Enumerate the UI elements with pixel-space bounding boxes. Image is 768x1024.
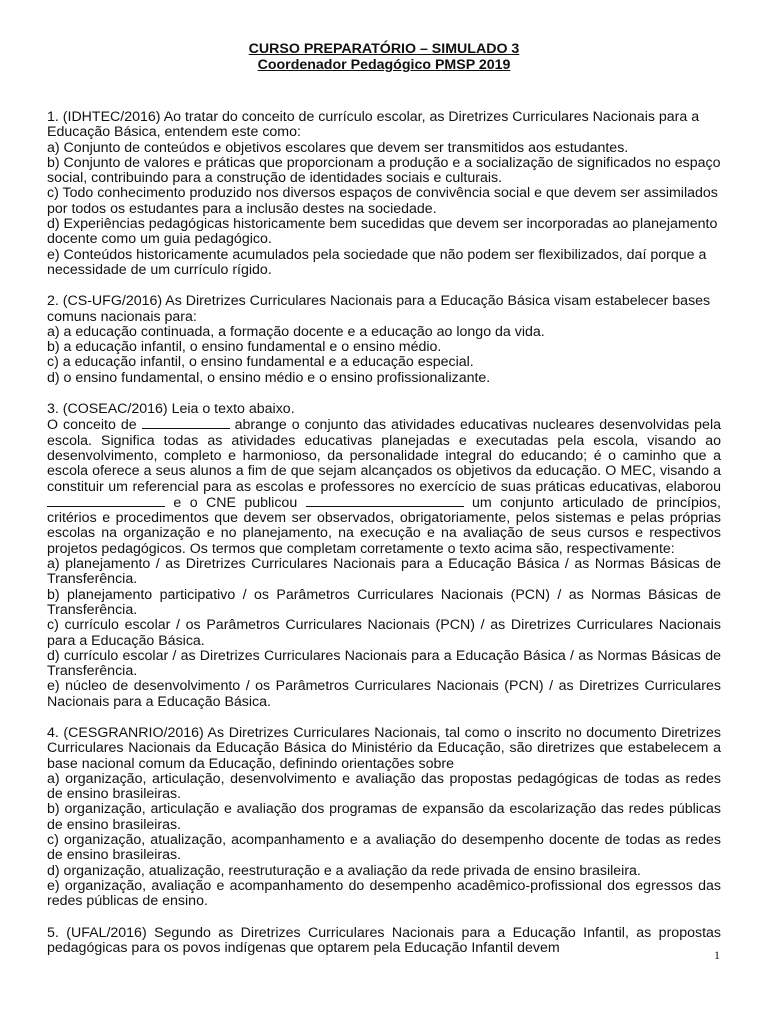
document-header (47, 41, 721, 73)
option-c: c) currículo escolar / os Parâmetros Curriculares Nacionais (PCN) / as Diretrizes Curriculares Nacionais para a Educação Básica. (47, 617, 721, 649)
option-d: d) o ensino fundamental, o ensino médio e o ensino profissionalizante. (47, 369, 491, 386)
fill-blank-1 (142, 417, 230, 429)
option-c: c) a educação infantil, o ensino fundamental e a educação especial. (47, 354, 474, 371)
option-b: b) Conjunto de valores e práticas que proporcionam a produção e a socialização de significados no espaço social, contribuindo para a construção de identidades sociais e culturais. (47, 154, 721, 187)
option-d: d) organização, atualização, reestruturação e a avaliação da rede privada de ensino brasileira. (47, 862, 641, 879)
question-stem: 1. (IDHTEC/2016) Ao tratar do conceito de currículo escolar, as Diretrizes Curriculares Nacionais para a Educação Básica, entendem este como: (47, 109, 700, 141)
question-text (47, 417, 721, 557)
option-a: a) a educação continuada, a formação docente e a educação ao longo da vida. (47, 323, 545, 340)
question-stem: 3. (COSEAC/2016) Leia o texto abaixo. (47, 401, 295, 418)
option-a: a) planejamento / as Diretrizes Curriculares Nacionais para a Educação Básica / as Normas Básicas de Transferência. (47, 556, 721, 588)
option-e: e) Conteúdos historicamente acumulados pela sociedade que não podem ser flexibilizados, daí porque a necessidade de um currículo rígido. (47, 246, 707, 278)
course-subtitle: Coordenador Pedagógico PMSP 2019 (257, 57, 511, 73)
question-stem: 5. (UFAL/2016) Segundo as Diretrizes Curriculares Nacionais para a Educação Infantil, as propostas pedagógicas para os povos indígenas que optarem pela Educação Infantil devem (47, 924, 721, 956)
text-part-3: e o CNE publicou (173, 494, 298, 511)
question-4 (47, 726, 721, 910)
question-3 (47, 402, 721, 710)
option-d: d) Experiências pedagógicas historicamente bem sucedidas que devem ser incorporadas ao planejamento docente como um guia pedagógico. (47, 216, 718, 248)
page-number: 1 (714, 948, 720, 962)
text-part-2: abrange o conjunto das atividades educativas nucleares desenvolvidas pela escola. Significa todas as atividades educativas planejadas e executadas pela escola, visando ao desenvolvimento, completo e harmonioso, da personalidade integral do educando; é o caminho que a escola oferece a seus alunos a fim de que sejam alcançados os objetivos da educação. O MEC, visando a constituir um referencial para as escolas e professores no exercício de suas práticas educativas, elaborou (47, 417, 721, 495)
fill-blank-3 (306, 495, 464, 507)
question-stem: 2. (CS-UFG/2016) As Diretrizes Curriculares Nacionais para a Educação Básica visam estabelecer bases comuns nacionais para: (47, 293, 711, 325)
fill-blank-2 (47, 495, 165, 507)
option-a: a) Conjunto de conteúdos e objetivos escolares que devem ser transmitidos aos estudantes. (47, 139, 629, 156)
text-part-4: um conjunto articulado de princípios, critérios e procedimentos que devem ser observados, obrigatoriamente, pelos sistemas e pelas próprias escolas na organização e no planejamento, na execução e na avaliação de seus cursos e respectivos projetos pedagógicos. Os termos que completam corretamente o texto acima são, respectivamente: (47, 494, 721, 557)
course-title: CURSO PREPARATÓRIO – SIMULADO 3 (248, 41, 520, 57)
text-part-1: O conceito de (47, 417, 137, 434)
question-2 (47, 294, 721, 386)
option-b: b) a educação infantil, o ensino fundamental e o ensino médio. (47, 339, 442, 356)
question-5 (47, 926, 721, 957)
question-stem: 4. (CESGRANRIO/2016) As Diretrizes Curriculares Nacionais, tal como o inscrito no documento Diretrizes Curriculares Nacionais da Educação Básica do Ministério da Educação, são diretrizes que estabelecem a base nacional comum da Educação, definindo orientações sobre (47, 724, 721, 772)
option-e: e) núcleo de desenvolvimento / os Parâmetros Curriculares Nacionais (PCN) / as Diretrizes Curriculares Nacionais para a Educação Básica. (47, 678, 721, 710)
option-e: e) organização, avaliação e acompanhamento do desempenho acadêmico-profissional dos egressos das redes públicas de ensino. (47, 877, 721, 910)
option-a: a) organização, articulação, desenvolvimento e avaliação das propostas pedagógicas de todas as redes de ensino brasileiras. (47, 770, 721, 803)
option-c: c) Todo conhecimento produzido nos diversos espaços de convivência social e que devem ser assimilados por todos os estudantes para a inclusão destes na sociedade. (47, 185, 718, 217)
option-b: b) planejamento participativo / os Parâmetros Curriculares Nacionais (PCN) / as Normas Básicas de Transferência. (47, 586, 721, 618)
option-b: b) organização, articulação e avaliação dos programas de expansão da escolarização das redes públicas de ensino brasileiras. (47, 801, 721, 833)
question-1 (47, 110, 721, 278)
option-d: d) currículo escolar / as Diretrizes Curriculares Nacionais para a Educação Básica / as Normas Básicas de Transferência. (47, 647, 721, 680)
option-c: c) organização, atualização, acompanhamento e a avaliação do desempenho docente de todas as redes de ensino brasileiras. (47, 832, 721, 864)
